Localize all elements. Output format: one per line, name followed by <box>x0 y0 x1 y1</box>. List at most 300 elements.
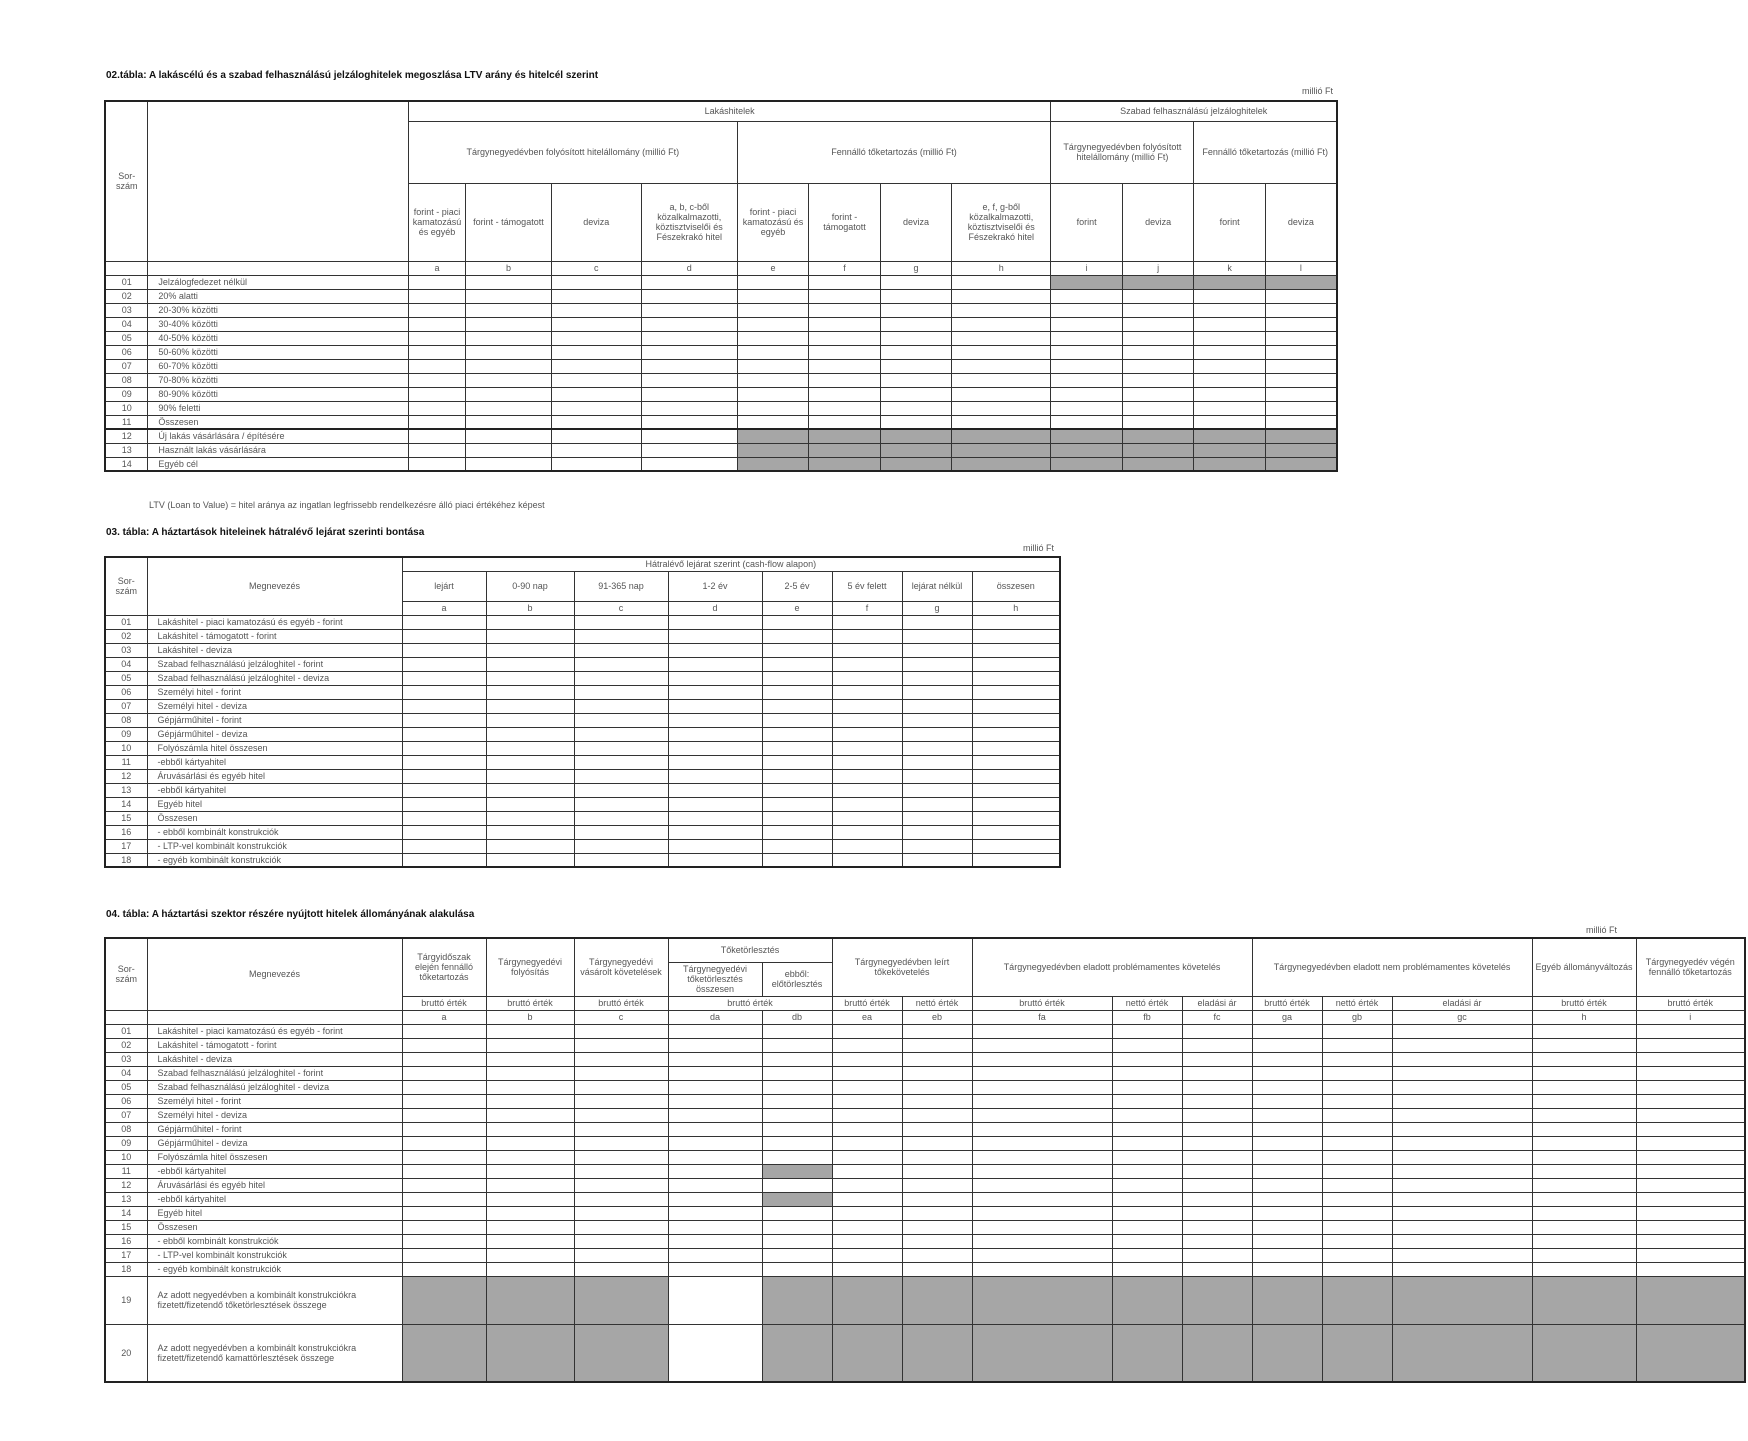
data-cell <box>1532 1038 1636 1052</box>
shaded-cell <box>1122 429 1194 443</box>
data-cell <box>668 1080 762 1094</box>
column-header: deviza <box>1265 183 1337 261</box>
column-header: forint - piaci kamatozású és egyéb <box>408 183 465 261</box>
data-cell <box>762 1136 832 1150</box>
data-cell <box>574 1234 668 1248</box>
megnevezes-header: Megnevezés <box>147 557 402 615</box>
data-cell <box>1322 1122 1392 1136</box>
data-cell <box>1122 331 1194 345</box>
row-label: 20% alatti <box>148 289 408 303</box>
data-cell <box>402 1150 486 1164</box>
data-cell <box>402 797 486 811</box>
table-row <box>105 699 1060 713</box>
data-cell <box>551 359 641 373</box>
table-row <box>105 741 1060 755</box>
data-cell <box>972 1248 1112 1262</box>
value-type: bruttó érték <box>668 996 832 1010</box>
data-cell <box>574 685 668 699</box>
data-cell <box>1636 1234 1745 1248</box>
row-number: 09 <box>105 727 147 741</box>
row-number: 06 <box>105 1094 147 1108</box>
shaded-cell <box>1265 457 1337 471</box>
data-cell <box>574 713 668 727</box>
row-label: - egyéb kombinált konstrukciók <box>147 1262 402 1276</box>
table-row <box>105 615 1060 629</box>
data-cell <box>402 699 486 713</box>
data-cell <box>551 443 641 457</box>
data-cell <box>880 415 952 429</box>
row-number: 09 <box>105 1136 147 1150</box>
data-cell <box>762 1080 832 1094</box>
data-cell <box>1182 1262 1252 1276</box>
data-cell <box>1112 1066 1182 1080</box>
data-cell <box>402 1192 486 1206</box>
table-row <box>105 713 1060 727</box>
data-cell <box>402 1038 486 1052</box>
data-cell <box>486 1248 574 1262</box>
data-cell <box>408 443 465 457</box>
data-cell <box>1636 1122 1745 1136</box>
data-cell <box>1122 289 1194 303</box>
data-cell <box>668 825 762 839</box>
data-cell <box>1265 317 1337 331</box>
row-number: 05 <box>105 1080 147 1094</box>
data-cell <box>972 643 1060 657</box>
data-cell <box>1636 1066 1745 1080</box>
data-cell <box>641 429 737 443</box>
data-cell <box>402 657 486 671</box>
data-cell <box>466 415 552 429</box>
data-cell <box>809 415 881 429</box>
data-cell <box>486 1192 574 1206</box>
data-cell <box>668 671 762 685</box>
data-cell <box>1122 359 1194 373</box>
data-cell <box>902 1038 972 1052</box>
data-cell <box>902 741 972 755</box>
shaded-cell <box>1532 1324 1636 1382</box>
data-cell <box>972 741 1060 755</box>
shaded-cell <box>1122 275 1194 289</box>
row-label: Lakáshitel - piaci kamatozású és egyéb - forint <box>147 1024 402 1038</box>
table-row <box>105 345 1337 359</box>
data-cell <box>762 1108 832 1122</box>
data-cell <box>880 401 952 415</box>
column-header-e: Tárgynegyedévben leírt tőkekövetelés <box>832 938 972 996</box>
data-cell <box>466 401 552 415</box>
shaded-cell <box>1392 1324 1532 1382</box>
data-cell <box>1112 1094 1182 1108</box>
data-cell <box>574 643 668 657</box>
data-cell <box>1182 1024 1252 1038</box>
data-cell <box>486 825 574 839</box>
row-label: Lakáshitel - piaci kamatozású és egyéb - forint <box>147 615 402 629</box>
data-cell <box>574 1220 668 1234</box>
data-cell <box>832 643 902 657</box>
data-cell <box>832 685 902 699</box>
data-cell <box>486 713 574 727</box>
table-04-title: 04. tábla: A háztartási szektor részére nyújtott hitelek állományának alakulása <box>106 909 475 920</box>
subgroup-lak-folyositott: Tárgynegyedévben folyósított hitelállomány (millió Ft) <box>408 121 737 183</box>
subgroup-sz-fennallo: Fennálló tőketartozás (millió Ft) <box>1194 121 1337 183</box>
data-cell <box>641 275 737 289</box>
data-cell <box>832 1150 902 1164</box>
shaded-cell <box>1636 1324 1745 1382</box>
table-row <box>105 1178 1745 1192</box>
data-cell <box>641 415 737 429</box>
data-cell <box>486 1066 574 1080</box>
data-cell <box>1252 1080 1322 1094</box>
data-cell <box>486 727 574 741</box>
data-cell <box>762 1150 832 1164</box>
row-number: 14 <box>105 797 147 811</box>
table-row <box>105 443 1337 457</box>
data-cell <box>809 275 881 289</box>
data-cell <box>1112 1150 1182 1164</box>
data-cell <box>972 671 1060 685</box>
row-label: -ebből kártyahitel <box>147 755 402 769</box>
data-cell <box>1112 1262 1182 1276</box>
data-cell <box>972 615 1060 629</box>
table-row <box>105 1262 1745 1276</box>
data-cell <box>1252 1234 1322 1248</box>
data-cell <box>1051 373 1123 387</box>
row-label: -ebből kártyahitel <box>147 783 402 797</box>
data-cell <box>1265 345 1337 359</box>
data-cell <box>1194 401 1266 415</box>
data-cell <box>972 853 1060 867</box>
data-cell <box>972 699 1060 713</box>
table-row <box>105 1276 1745 1324</box>
row-number: 03 <box>105 303 148 317</box>
data-cell <box>832 1192 902 1206</box>
data-cell <box>832 1024 902 1038</box>
data-cell <box>832 1052 902 1066</box>
ltv-footnote: LTV (Loan to Value) = hitel aránya az ingatlan legfrissebb rendelkezésre álló piaci értékéhez képest <box>149 500 545 510</box>
subgroup-sz-folyositott: Tárgynegyedévben folyósított hitelállomány (millió Ft) <box>1051 121 1194 183</box>
data-cell <box>408 373 465 387</box>
data-cell <box>1112 1080 1182 1094</box>
data-cell <box>1532 1136 1636 1150</box>
data-cell <box>832 1066 902 1080</box>
column-letter: l <box>1265 261 1337 275</box>
shaded-cell <box>486 1324 574 1382</box>
data-cell <box>641 401 737 415</box>
data-cell <box>902 643 972 657</box>
row-number: 02 <box>105 1038 147 1052</box>
row-number: 01 <box>105 1024 147 1038</box>
data-cell <box>1532 1234 1636 1248</box>
data-cell <box>486 1220 574 1234</box>
data-cell <box>902 1094 972 1108</box>
shaded-cell <box>402 1324 486 1382</box>
shaded-cell <box>1322 1276 1392 1324</box>
data-cell <box>1392 1178 1532 1192</box>
shaded-cell <box>1194 275 1266 289</box>
row-label: Személyi hitel - forint <box>147 685 402 699</box>
data-cell <box>902 713 972 727</box>
data-cell <box>1112 1038 1182 1052</box>
value-type: eladási ár <box>1182 996 1252 1010</box>
table-04-unit: millió Ft <box>1586 925 1617 935</box>
data-cell <box>762 1248 832 1262</box>
row-label: Használt lakás vásárlására <box>148 443 408 457</box>
table-02-body <box>105 275 1337 471</box>
data-cell <box>574 1066 668 1080</box>
shaded-cell <box>1112 1276 1182 1324</box>
data-cell <box>1252 1248 1322 1262</box>
data-cell <box>486 1080 574 1094</box>
column-header: forint - piaci kamatozású és egyéb <box>737 183 809 261</box>
data-cell <box>1636 1150 1745 1164</box>
data-cell <box>668 685 762 699</box>
data-cell <box>668 1178 762 1192</box>
data-cell <box>668 629 762 643</box>
data-cell <box>574 1038 668 1052</box>
data-cell <box>1265 359 1337 373</box>
data-cell <box>1182 1066 1252 1080</box>
shaded-cell <box>762 1324 832 1382</box>
data-cell <box>668 1192 762 1206</box>
table-row <box>105 1108 1745 1122</box>
data-cell <box>902 1066 972 1080</box>
column-letter: fa <box>972 1010 1112 1024</box>
shaded-cell <box>1194 457 1266 471</box>
data-cell <box>1392 1080 1532 1094</box>
table-row <box>105 457 1337 471</box>
data-cell <box>486 769 574 783</box>
data-cell <box>832 1220 902 1234</box>
data-cell <box>1051 387 1123 401</box>
data-cell <box>902 1150 972 1164</box>
data-cell <box>1392 1220 1532 1234</box>
data-cell <box>1252 1038 1322 1052</box>
data-cell <box>1182 1164 1252 1178</box>
data-cell <box>1392 1234 1532 1248</box>
data-cell <box>902 1192 972 1206</box>
data-cell <box>574 1262 668 1276</box>
data-cell <box>972 713 1060 727</box>
data-cell <box>1636 1206 1745 1220</box>
table-row <box>105 839 1060 853</box>
row-label: 80-90% közötti <box>148 387 408 401</box>
data-cell <box>762 1024 832 1038</box>
data-cell <box>1265 289 1337 303</box>
data-cell <box>1112 1234 1182 1248</box>
shaded-cell <box>1252 1276 1322 1324</box>
data-cell <box>1532 1248 1636 1262</box>
data-cell <box>832 1108 902 1122</box>
column-header: 0-90 nap <box>486 571 574 601</box>
data-cell <box>832 713 902 727</box>
data-cell <box>641 331 737 345</box>
shaded-cell <box>1194 429 1266 443</box>
row-number: 02 <box>105 289 148 303</box>
data-cell <box>486 1052 574 1066</box>
data-cell <box>952 345 1051 359</box>
data-cell <box>762 1066 832 1080</box>
data-cell <box>1182 1150 1252 1164</box>
row-label: Lakáshitel - támogatott - forint <box>147 629 402 643</box>
data-cell <box>1392 1192 1532 1206</box>
column-header: 1-2 év <box>668 571 762 601</box>
data-cell <box>1322 1248 1392 1262</box>
data-cell <box>1194 345 1266 359</box>
data-cell <box>1532 1150 1636 1164</box>
data-cell <box>832 1094 902 1108</box>
column-letter: e <box>762 601 832 615</box>
shaded-cell <box>737 457 809 471</box>
data-cell <box>402 1178 486 1192</box>
data-cell <box>1636 1108 1745 1122</box>
row-label: -ebből kártyahitel <box>147 1164 402 1178</box>
data-cell <box>832 1136 902 1150</box>
data-cell <box>574 1178 668 1192</box>
data-cell <box>574 1052 668 1066</box>
shaded-cell <box>1122 457 1194 471</box>
column-header: forint <box>1051 183 1123 261</box>
data-cell <box>1532 1178 1636 1192</box>
data-cell <box>668 699 762 713</box>
data-cell <box>1392 1150 1532 1164</box>
data-cell <box>972 797 1060 811</box>
data-cell <box>1252 1262 1322 1276</box>
data-cell <box>668 1234 762 1248</box>
data-cell <box>402 1094 486 1108</box>
data-cell <box>408 401 465 415</box>
data-cell <box>1532 1024 1636 1038</box>
data-cell <box>1252 1220 1322 1234</box>
group-hatralevo-lejarat: Hátralévő lejárat szerint (cash-flow alapon) <box>402 557 1060 571</box>
table-row <box>105 657 1060 671</box>
subgroup-lak-fennallo: Fennálló tőketartozás (millió Ft) <box>737 121 1051 183</box>
data-cell <box>1112 1248 1182 1262</box>
data-cell <box>1112 1206 1182 1220</box>
column-letter: h <box>972 601 1060 615</box>
column-letter: g <box>880 261 952 275</box>
data-cell <box>762 755 832 769</box>
row-number: 18 <box>105 853 147 867</box>
row-number: 08 <box>105 373 148 387</box>
data-cell <box>1322 1178 1392 1192</box>
data-cell <box>832 741 902 755</box>
data-cell <box>551 303 641 317</box>
data-cell <box>668 615 762 629</box>
data-cell <box>952 317 1051 331</box>
data-cell <box>952 415 1051 429</box>
data-cell <box>402 839 486 853</box>
data-cell <box>1182 1220 1252 1234</box>
row-label: Folyószámla hitel összesen <box>147 741 402 755</box>
data-cell <box>880 373 952 387</box>
shaded-cell <box>1051 443 1123 457</box>
data-cell <box>809 401 881 415</box>
data-cell <box>972 1136 1112 1150</box>
data-cell <box>832 657 902 671</box>
value-type: eladási ár <box>1392 996 1532 1010</box>
data-cell <box>486 853 574 867</box>
data-cell <box>972 1094 1112 1108</box>
data-cell <box>402 755 486 769</box>
data-cell <box>402 727 486 741</box>
data-cell <box>902 727 972 741</box>
data-cell <box>1532 1066 1636 1080</box>
data-cell <box>1112 1192 1182 1206</box>
data-cell <box>574 783 668 797</box>
data-cell <box>551 289 641 303</box>
data-cell <box>1252 1192 1322 1206</box>
data-cell <box>1265 415 1337 429</box>
data-cell <box>762 685 832 699</box>
data-cell <box>832 727 902 741</box>
data-cell <box>1194 331 1266 345</box>
data-cell <box>902 629 972 643</box>
shaded-cell <box>1265 275 1337 289</box>
data-cell <box>832 1080 902 1094</box>
column-letter: b <box>486 601 574 615</box>
data-cell <box>762 1122 832 1136</box>
column-letter: fb <box>1112 1010 1182 1024</box>
row-number: 05 <box>105 671 147 685</box>
column-header: 91-365 nap <box>574 571 668 601</box>
table-row <box>105 387 1337 401</box>
data-cell <box>668 1220 762 1234</box>
shaded-cell <box>1265 443 1337 457</box>
row-number: 15 <box>105 811 147 825</box>
row-number: 11 <box>105 1164 147 1178</box>
column-letter: a <box>402 1010 486 1024</box>
data-cell <box>880 359 952 373</box>
table-row <box>105 415 1337 429</box>
data-cell <box>402 741 486 755</box>
data-cell <box>902 1024 972 1038</box>
data-cell <box>832 783 902 797</box>
data-cell <box>1122 317 1194 331</box>
row-number: 10 <box>105 401 148 415</box>
data-cell <box>668 657 762 671</box>
column-letter: b <box>486 1010 574 1024</box>
data-cell <box>737 331 809 345</box>
row-label: Lakáshitel - támogatott - forint <box>147 1038 402 1052</box>
data-cell <box>402 1206 486 1220</box>
data-cell <box>952 373 1051 387</box>
column-letter: a <box>402 601 486 615</box>
data-cell <box>402 1136 486 1150</box>
table-row <box>105 755 1060 769</box>
data-cell <box>402 629 486 643</box>
table-row <box>105 1248 1745 1262</box>
data-cell <box>466 429 552 443</box>
data-cell <box>952 387 1051 401</box>
row-number: 06 <box>105 685 147 699</box>
table-04-body <box>105 1024 1745 1382</box>
data-cell <box>832 1164 902 1178</box>
table-02-title: 02.tábla: A lakáscélú és a szabad felhasználású jelzáloghitelek megoszlása LTV arány és hitelcél szerint <box>106 70 599 81</box>
row-number: 11 <box>105 415 148 429</box>
data-cell <box>762 1178 832 1192</box>
data-cell <box>902 1206 972 1220</box>
data-cell <box>1182 1136 1252 1150</box>
table-row <box>105 1206 1745 1220</box>
data-cell <box>1636 1038 1745 1052</box>
data-cell <box>762 1038 832 1052</box>
data-cell <box>762 1262 832 1276</box>
data-cell <box>574 727 668 741</box>
row-number: 13 <box>105 443 148 457</box>
data-cell <box>466 387 552 401</box>
data-cell <box>1532 1220 1636 1234</box>
data-cell <box>1194 289 1266 303</box>
data-cell <box>486 657 574 671</box>
